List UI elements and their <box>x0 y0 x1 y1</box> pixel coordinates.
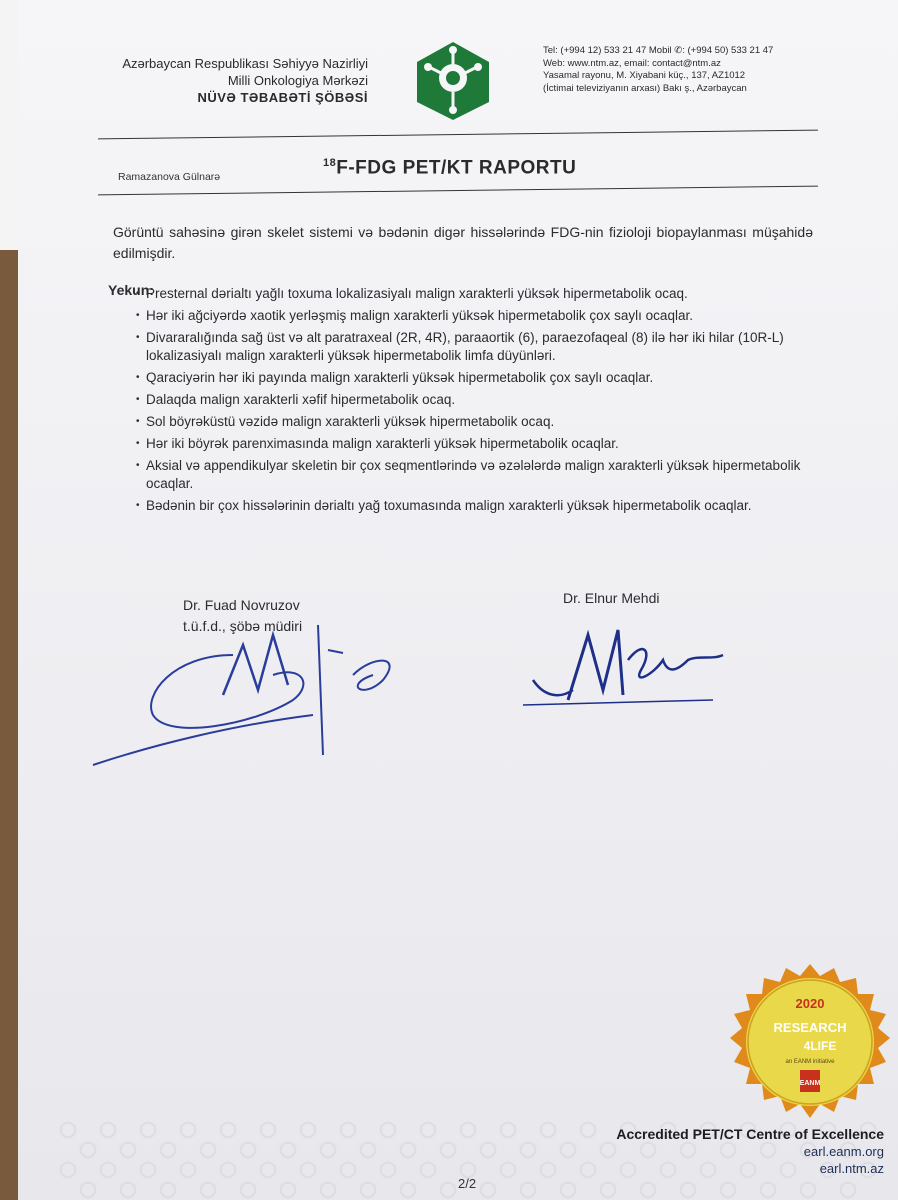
finding-item: • Dalaqda malign xarakterli xəfif hipermetabolik ocaq. <box>146 391 826 409</box>
center-name: Milli Onkologiya Mərkəzi <box>227 73 368 88</box>
report-page <box>18 0 898 1200</box>
accreditation-link[interactable]: earl.ntm.az <box>819 1161 884 1176</box>
seal-brand-line2: 4LIFE <box>803 1039 837 1053</box>
contact-line: Tel: (+994 12) 533 21 47 Mobil ✆: (+994 50) 533 21 47 <box>543 45 774 56</box>
isotope-superscript: 18 <box>323 157 337 169</box>
accreditation-link[interactable]: earl.eanm.org <box>803 1144 884 1159</box>
intro-paragraph: Görüntü sahəsinə girən skelet sistemi və bədənin digər hissələrində FDG-nin fizioloji biopaylanması müşahidə edilmişdir. <box>113 224 813 261</box>
report-title <box>323 157 576 179</box>
accreditation-footer <box>616 1126 884 1177</box>
finding-item: • Hər iki ağciyərdə xaotik yerləşmiş malign xarakterli yüksək hipermetabolik çox saylı ocaqlar. <box>146 307 826 325</box>
contact-line: (İctimai televiziyanın arxası) Bakı ş., Azərbaycan <box>543 82 747 94</box>
conclusion-label: Yekun: <box>108 282 154 298</box>
seal-year: 2020 <box>795 996 825 1011</box>
finding-item: • Presternal dərialtı yağlı toxuma lokalizasiyalı malign xarakterli yüksək hipermetabolik ocaq. <box>146 285 826 303</box>
signatory-1-name: Dr. Fuad Novruzov <box>183 597 300 613</box>
finding-item: • Qaraciyərin hər iki payında malign xarakterli yüksək hipermetabolik çox saylı ocaqlar. <box>146 369 826 387</box>
svg-text:EANM: EANM <box>799 1080 821 1087</box>
finding-item: • Hər iki böyrək parenximasında malign xarakterli yüksək hipermetabolik ocaqlar. <box>146 435 826 453</box>
institution-header <box>88 55 368 106</box>
contact-block <box>543 45 843 95</box>
ministry-name: Azərbaycan Respublikası Səhiyyə Nazirliyi <box>122 56 368 71</box>
department-name: NÜVƏ TƏBABƏTİ ŞÖBƏSİ <box>197 90 368 105</box>
research4life-accreditation-seal <box>730 962 890 1122</box>
page-number: 2/2 <box>458 1176 477 1191</box>
signature-2 <box>513 620 733 710</box>
contact-line: Web: www.ntm.az, email: contact@ntm.az <box>543 57 721 69</box>
signatory-1-title: t.ü.f.d., şöbə müdiri <box>183 618 303 634</box>
finding-item: • Divararalığında sağ üst və alt paratraxeal (2R, 4R), paraaortik (6), paraezofaqeal (8) ilə hər iki hilar (10R-L) lokalizasiyalı malign xarakterli yüksək hipermetabolik limfa düyünləri. <box>146 329 826 365</box>
signatory-2-name: Dr. Elnur Mehdi <box>563 590 660 606</box>
seal-brand-line1: RESEARCH <box>773 1020 847 1035</box>
accreditation-title: Accredited PET/CT Centre of Excellence <box>616 1126 884 1142</box>
finding-item: • Bədənin bir çox hissələrinin dərialtı yağ toxumasında malign xarakterli yüksək hipermetabolik ocaqlar. <box>146 497 826 515</box>
patient-name: Ramazanova Gülnarə <box>118 171 221 183</box>
conclusion-list <box>146 285 826 519</box>
finding-item: • Sol böyrəküstü vəzidə malign xarakterli yüksək hipermetabolik ocaq. <box>146 413 826 431</box>
finding-item: • Aksial və appendikulyar skeletin bir çox seqmentlərində və əzələlərdə malign xarakterli yüksək hipermetabolik ocaqlar. <box>146 457 826 493</box>
header-divider <box>98 130 818 140</box>
title-divider <box>98 186 818 196</box>
signature-1 <box>73 615 413 775</box>
oncology-center-logo <box>413 40 493 122</box>
seal-sub: an EANM initiative <box>785 1059 835 1065</box>
contact-line: Yasamal rayonu, M. Xiyabani küç., 137, AZ1012 <box>543 70 746 81</box>
report-title-text: F-FDG PET/KT RAPORTU <box>336 157 577 179</box>
